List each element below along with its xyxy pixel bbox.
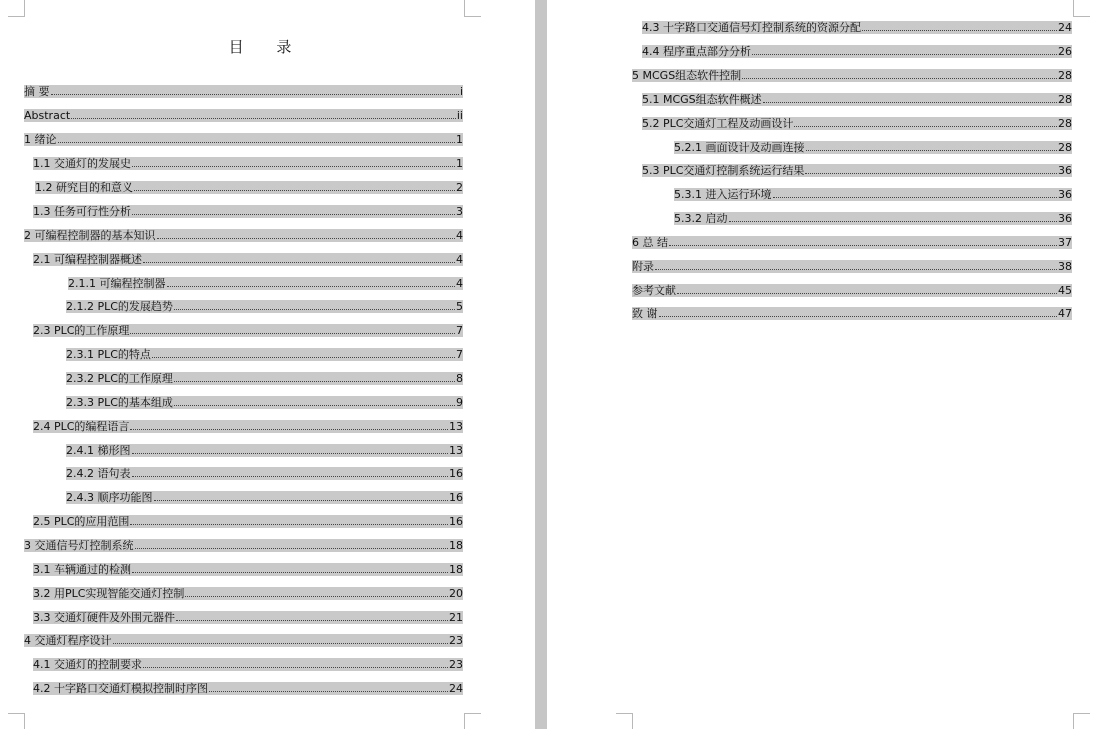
toc-entry-page: 4 bbox=[456, 229, 463, 242]
toc-entry[interactable] bbox=[642, 117, 1072, 130]
toc-entry-page: i bbox=[459, 85, 463, 98]
toc-entry-page: 37 bbox=[1058, 236, 1072, 249]
toc-leader bbox=[130, 428, 448, 430]
toc-entry[interactable] bbox=[24, 634, 463, 647]
toc-entry-page: 2 bbox=[456, 181, 463, 194]
toc-leader bbox=[58, 141, 456, 143]
toc-entry-page: 47 bbox=[1058, 307, 1072, 320]
toc-leader bbox=[677, 292, 1057, 294]
toc-entry-label: 2.3.1 PLC的特点 bbox=[66, 348, 151, 361]
toc-leader bbox=[742, 77, 1057, 79]
toc-leader bbox=[176, 619, 448, 621]
toc-entry[interactable] bbox=[674, 212, 1072, 225]
toc-leader bbox=[132, 165, 455, 167]
toc-leader bbox=[71, 117, 456, 119]
toc-entry[interactable] bbox=[33, 205, 463, 218]
toc-leader bbox=[143, 261, 455, 263]
toc-entry-label: 2.4.1 梯形图 bbox=[66, 444, 131, 457]
toc-entry[interactable] bbox=[642, 45, 1072, 58]
toc-entry-page: 4 bbox=[456, 253, 463, 266]
toc-leader bbox=[113, 642, 449, 644]
toc-leader bbox=[209, 690, 448, 692]
toc-entry-label: 1 绪论 bbox=[24, 133, 57, 146]
toc-entry-page: 28 bbox=[1058, 69, 1072, 82]
toc-entry-label: 2.1 可编程控制器概述 bbox=[33, 253, 142, 266]
toc-leader bbox=[130, 332, 455, 334]
toc-entry-label: 4.2 十字路口交通灯模拟控制时序图 bbox=[33, 682, 208, 695]
toc-entry-label: 6 总 结 bbox=[632, 236, 668, 249]
toc-entry-page: 8 bbox=[456, 372, 463, 385]
toc-leader bbox=[185, 595, 448, 597]
toc-entry-label: 2.4.3 顺序功能图 bbox=[66, 491, 153, 504]
toc-entry[interactable] bbox=[33, 587, 463, 600]
toc-entry-page: 1 bbox=[456, 133, 463, 146]
toc-entry-page: 36 bbox=[1058, 188, 1072, 201]
toc-entry[interactable] bbox=[66, 491, 463, 504]
toc-leader bbox=[862, 29, 1057, 31]
toc-entry-page: 21 bbox=[449, 611, 463, 624]
toc-entry-label: 4 交通灯程序设计 bbox=[24, 634, 112, 647]
toc-entry-page: 16 bbox=[449, 515, 463, 528]
toc-leader bbox=[135, 547, 449, 549]
toc-entry-label: 5.2.1 画面设计及动画连接 bbox=[674, 141, 805, 154]
margin-corner-mark bbox=[8, 713, 25, 729]
toc-entry-page: 23 bbox=[449, 658, 463, 671]
toc-entry-label: 4.1 交通灯的控制要求 bbox=[33, 658, 142, 671]
margin-corner-mark bbox=[616, 713, 633, 729]
toc-leader bbox=[154, 499, 449, 501]
margin-corner-mark bbox=[8, 0, 25, 17]
toc-entry-page: 18 bbox=[449, 563, 463, 576]
document-page-right bbox=[548, 0, 1093, 729]
toc-entry-label: 3.1 车辆通过的检测 bbox=[33, 563, 131, 576]
toc-entry-label: 1.3 任务可行性分析 bbox=[33, 205, 131, 218]
toc-entry-page: 18 bbox=[449, 539, 463, 552]
toc-entry[interactable] bbox=[33, 420, 463, 433]
toc-leader bbox=[655, 268, 1057, 270]
toc-entry-label: 5.3 PLC交通灯控制系统运行结果 bbox=[642, 164, 805, 177]
toc-entry[interactable] bbox=[66, 396, 463, 409]
toc-entry[interactable] bbox=[674, 188, 1072, 201]
toc-entry-label: 2.3.2 PLC的工作原理 bbox=[66, 372, 173, 385]
toc-entry-page: 13 bbox=[449, 420, 463, 433]
toc-entry-page: 28 bbox=[1058, 141, 1072, 154]
toc-entry-label: 3.3 交通灯硬件及外围元器件 bbox=[33, 611, 175, 624]
toc-leader bbox=[794, 125, 1057, 127]
toc-entry-label: 附录 bbox=[632, 260, 654, 273]
toc-entry[interactable] bbox=[632, 307, 1072, 320]
toc-entry[interactable] bbox=[24, 133, 463, 146]
toc-entry-label: 2.4 PLC的编程语言 bbox=[33, 420, 130, 433]
toc-entry-label: 5 MCGS组态软件控制 bbox=[632, 69, 742, 82]
toc-entry[interactable] bbox=[33, 611, 463, 624]
toc-entry-label: Abstract bbox=[24, 109, 71, 122]
toc-leader bbox=[659, 315, 1058, 317]
toc-entry-page: 26 bbox=[1058, 45, 1072, 58]
document-page-left bbox=[0, 0, 534, 729]
toc-title: 目 录 bbox=[228, 38, 306, 56]
toc-leader bbox=[669, 244, 1057, 246]
toc-entry-label: 5.3.2 启动 bbox=[674, 212, 728, 225]
toc-leader bbox=[763, 101, 1057, 103]
toc-entry-label: 2 可编程控制器的基本知识 bbox=[24, 229, 156, 242]
toc-entry[interactable] bbox=[642, 93, 1072, 106]
toc-entry[interactable] bbox=[33, 563, 463, 576]
toc-entry-label: 2.1.1 可编程控制器 bbox=[68, 277, 166, 290]
margin-corner-mark bbox=[1073, 0, 1090, 17]
toc-leader bbox=[132, 475, 449, 477]
toc-entry-page: ii bbox=[456, 109, 463, 122]
toc-entry-page: 36 bbox=[1058, 212, 1072, 225]
toc-leader bbox=[805, 172, 1057, 174]
toc-entry-label: 2.1.2 PLC的发展趋势 bbox=[66, 300, 173, 313]
toc-leader bbox=[773, 196, 1058, 198]
toc-leader bbox=[157, 237, 456, 239]
toc-entry-page: 5 bbox=[456, 300, 463, 313]
toc-entry[interactable] bbox=[33, 515, 463, 528]
toc-entry[interactable] bbox=[68, 277, 463, 290]
toc-entry[interactable] bbox=[66, 372, 463, 385]
toc-entry[interactable] bbox=[33, 658, 463, 671]
toc-entry-page: 24 bbox=[1058, 21, 1072, 34]
margin-corner-mark bbox=[464, 713, 481, 729]
toc-leader bbox=[51, 93, 459, 95]
toc-entry-label: 4.4 程序重点部分分析 bbox=[642, 45, 751, 58]
toc-entry-label: 5.1 MCGS组态软件概述 bbox=[642, 93, 762, 106]
toc-entry-page: 36 bbox=[1058, 164, 1072, 177]
toc-entry-label: 致 谢 bbox=[632, 307, 658, 320]
toc-entry-page: 24 bbox=[449, 682, 463, 695]
toc-leader bbox=[806, 149, 1058, 151]
toc-entry-label: 5.3.1 进入运行环境 bbox=[674, 188, 772, 201]
toc-entry[interactable] bbox=[35, 181, 463, 194]
toc-entry-page: 16 bbox=[449, 491, 463, 504]
toc-entry[interactable] bbox=[674, 141, 1072, 154]
toc-leader bbox=[132, 213, 455, 215]
toc-entry-page: 9 bbox=[456, 396, 463, 409]
toc-entry-page: 7 bbox=[456, 348, 463, 361]
toc-entry-page: 38 bbox=[1058, 260, 1072, 273]
toc-entry[interactable] bbox=[66, 467, 463, 480]
toc-entry-page: 1 bbox=[456, 157, 463, 170]
toc-entry[interactable] bbox=[24, 109, 463, 122]
toc-leader bbox=[729, 220, 1058, 222]
toc-entry-label: 2.4.2 语句表 bbox=[66, 467, 131, 480]
toc-entry[interactable] bbox=[632, 69, 1072, 82]
toc-entry[interactable] bbox=[66, 348, 463, 361]
toc-entry[interactable] bbox=[24, 539, 463, 552]
toc-entry[interactable] bbox=[632, 260, 1072, 273]
toc-entry-label: 3 交通信号灯控制系统 bbox=[24, 539, 134, 552]
toc-entry[interactable] bbox=[33, 253, 463, 266]
toc-entry-page: 13 bbox=[449, 444, 463, 457]
toc-entry[interactable] bbox=[66, 300, 463, 313]
toc-entry-page: 28 bbox=[1058, 117, 1072, 130]
page-gutter bbox=[534, 0, 548, 729]
toc-entry[interactable] bbox=[642, 21, 1072, 34]
toc-entry-label: 2.3.3 PLC的基本组成 bbox=[66, 396, 173, 409]
margin-corner-mark bbox=[464, 0, 481, 17]
toc-leader bbox=[132, 571, 448, 573]
toc-leader bbox=[132, 452, 449, 454]
toc-leader bbox=[752, 53, 1057, 55]
toc-entry[interactable] bbox=[24, 229, 463, 242]
toc-entry[interactable] bbox=[33, 324, 463, 337]
toc-entry-page: 23 bbox=[449, 634, 463, 647]
toc-leader bbox=[174, 308, 455, 310]
toc-entry-label: 参考文献 bbox=[632, 284, 676, 297]
toc-entry-label: 1.1 交通灯的发展史 bbox=[33, 157, 131, 170]
toc-entry-label: 摘 要 bbox=[24, 85, 50, 98]
toc-entry[interactable] bbox=[632, 236, 1072, 249]
toc-entry-label: 2.5 PLC的应用范围 bbox=[33, 515, 130, 528]
toc-leader bbox=[167, 285, 456, 287]
toc-entry-page: 28 bbox=[1058, 93, 1072, 106]
toc-entry-page: 4 bbox=[456, 277, 463, 290]
toc-entry[interactable] bbox=[33, 157, 463, 170]
toc-entry-label: 2.3 PLC的工作原理 bbox=[33, 324, 130, 337]
toc-leader bbox=[130, 523, 448, 525]
margin-corner-mark bbox=[1073, 713, 1090, 729]
toc-entry-label: 3.2 用PLC实现智能交通灯控制 bbox=[33, 587, 185, 600]
toc-entry-label: 1.2 研究目的和意义 bbox=[35, 181, 133, 194]
toc-entry[interactable] bbox=[642, 164, 1072, 177]
toc-entry-page: 3 bbox=[456, 205, 463, 218]
toc-entry[interactable] bbox=[632, 284, 1072, 297]
toc-leader bbox=[174, 380, 455, 382]
toc-leader bbox=[134, 189, 455, 191]
toc-entry-page: 16 bbox=[449, 467, 463, 480]
toc-entry[interactable] bbox=[24, 85, 463, 98]
toc-entry-page: 20 bbox=[449, 587, 463, 600]
toc-entry[interactable] bbox=[66, 444, 463, 457]
toc-entry[interactable] bbox=[33, 682, 463, 695]
toc-entry-label: 5.2 PLC交通灯工程及动画设计 bbox=[642, 117, 794, 130]
toc-entry-label: 4.3 十字路口交通信号灯控制系统的资源分配 bbox=[642, 21, 861, 34]
toc-entry-page: 45 bbox=[1058, 284, 1072, 297]
toc-leader bbox=[152, 356, 455, 358]
toc-leader bbox=[174, 404, 455, 406]
toc-leader bbox=[143, 666, 448, 668]
toc-entry-page: 7 bbox=[456, 324, 463, 337]
